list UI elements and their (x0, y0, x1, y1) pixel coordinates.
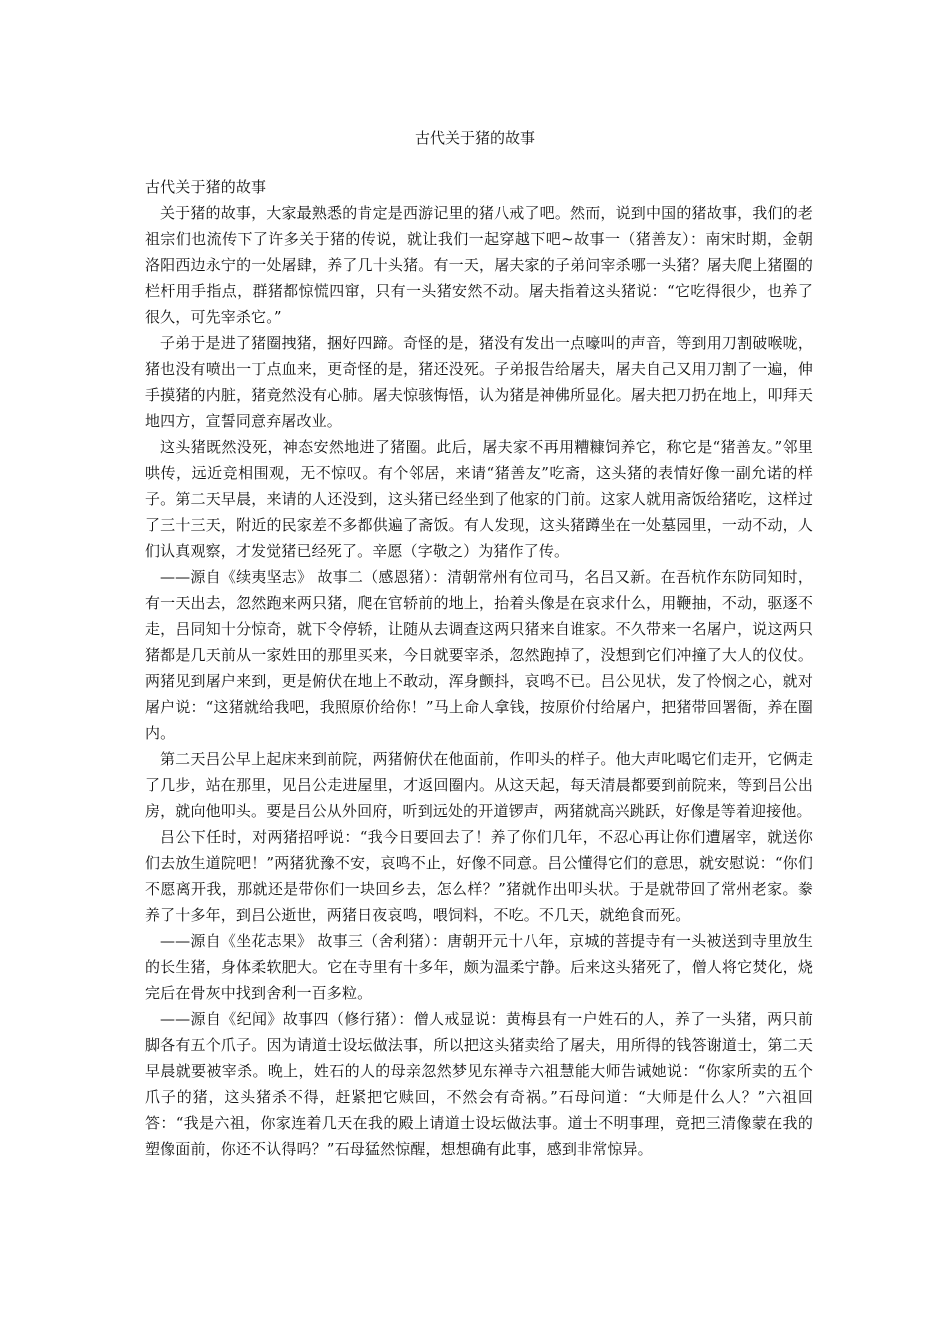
paragraph: 子弟于是进了猪圈拽猪，捆好四蹄。奇怪的是，猪没有发出一点嚎叫的声音，等到用刀割破喉咙，猪也没有喷出一丁点血来，更奇怪的是，猪还没死。子弟报告给屠夫，屠夫自己又用刀割了一遍，伸手摸猪的内脏，猪竟然没有心肺。屠夫惊骇悔悟，认为猪是神佛所显化。屠夫把刀扔在地上，叩拜天地四方，宣誓同意弃屠改业。 (145, 334, 813, 430)
paragraph: ——源自《纪闻》故事四（修行猪）：僧人戒显说：黄梅县有一户姓石的人，养了一头猪，两只前脚各有五个爪子。因为请道士设坛做法事，所以把这头猪卖给了屠夫，用所得的钱答谢道士，第二天早晨就要被宰杀。晚上，姓石的人的母亲忽然梦见东禅寺六祖慧能大师告诫她说：“你家所卖的五个爪子的猪，这头猪杀不得，赶紧把它赎回，不然会有奇祸。”石母问道：“大师是什么人？”六祖回答：“我是六祖，你家连着几天在我的殿上请道士设坛做法事。道士不明事理，竟把三清像蒙在我的塑像面前，你还不认得吗？”石母猛然惊醒，想想确有此事，感到非常惊异。 (145, 1010, 813, 1158)
paragraph: 第二天吕公早上起床来到前院，两猪俯伏在他面前，作叩头的样子。他大声叱喝它们走开，它俩走了几步，站在那里，见吕公走进屋里，才返回圈内。从这天起，每天清晨都要到前院来，等到吕公出房，就向他叩头。要是吕公从外回府，听到远处的开道锣声，两猪就高兴跳跃，好像是等着迎接他。 (145, 750, 813, 820)
document-body (145, 174, 813, 1162)
page-title: 古代关于猪的故事 (414, 129, 535, 147)
paragraph: 吕公下任时，对两猪招呼说：“我今日要回去了！养了你们几年，不忍心再让你们遭屠宰，就送你们去放生道院吧！”两猪犹豫不安，哀鸣不止，好像不同意。吕公懂得它们的意思，就安慰说：“你们不愿离开我，那就还是带你们一块回乡去，怎么样？”猪就作出叩头状。于是就带回了常州老家。豢养了十多年，到吕公逝世，两猪日夜哀鸣，喂饲料，不吃。不几天，就绝食而死。 (145, 828, 813, 924)
section-heading: 古代关于猪的故事 (145, 178, 267, 196)
paragraph: 关于猪的故事，大家最熟悉的肯定是西游记里的猪八戒了吧。然而，说到中国的猪故事，我们的老祖宗们也流传下了许多关于猪的传说，就让我们一起穿越下吧~故事一（猪善友）：南宋时期，金朝洛阳西边永宁的一处屠肆，养了几十头猪。有一天，屠夫家的子弟问宰杀哪一头猪？屠夫爬上猪圈的栏杆用手指点，群猪都惊慌四窜，只有一头猪安然不动。屠夫指着这头猪说：“它吃得很少，也养了很久，可先宰杀它。” (145, 204, 813, 326)
paragraph: ——源自《坐花志果》 故事三（舍利猪）：唐朝开元十八年，京城的菩提寺有一头被送到寺里放生的长生猪，身体柔软肥大。它在寺里有十多年，颇为温柔宁静。后来这头猪死了，僧人将它焚化，烧完后在骨灰中找到舍利一百多粒。 (145, 932, 813, 1002)
paragraph: ——源自《续夷坚志》 故事二（感恩猪）：清朝常州有位司马，名吕又新。在吾杭作东防同知时，有一天出去，忽然跑来两只猪，爬在官轿前的地上，抬着头像是在哀求什么，用鞭抽，不动，驱逐不走，吕同知十分惊奇，就下令停轿，让随从去调查这两只猪来自谁家。不久带来一名屠户，说这两只猪都是几天前从一家姓田的那里买来，今日就要宰杀，忽然跑掉了，没想到它们冲撞了大人的仪仗。两猪见到屠户来到，更是俯伏在地上不敢动，浑身颤抖，哀鸣不已。吕公见状，发了怜悯之心，就对屠户说：“这猪就给我吧，我照原价给你！”马上命人拿钱，按原价付给屠户，把猪带回署衙，养在圈内。 (145, 568, 813, 742)
paragraph: 这头猪既然没死，神态安然地进了猪圈。此后，屠夫家不再用糟糠饲养它，称它是“猪善友。”邻里哄传，远近竞相围观，无不惊叹。有个邻居，来请“猪善友”吃斋，这头猪的表情好像一副允诺的样子。第二天早晨，来请的人还没到，这头猪已经坐到了他家的门前。这家人就用斋饭给猪吃，这样过了三十三天，附近的民家差不多都供遍了斋饭。有人发现，这头猪蹲坐在一处墓园里，一动不动，人们认真观察，才发觉猪已经死了。辛愿（字敬之）为猪作了传。 (145, 438, 813, 560)
